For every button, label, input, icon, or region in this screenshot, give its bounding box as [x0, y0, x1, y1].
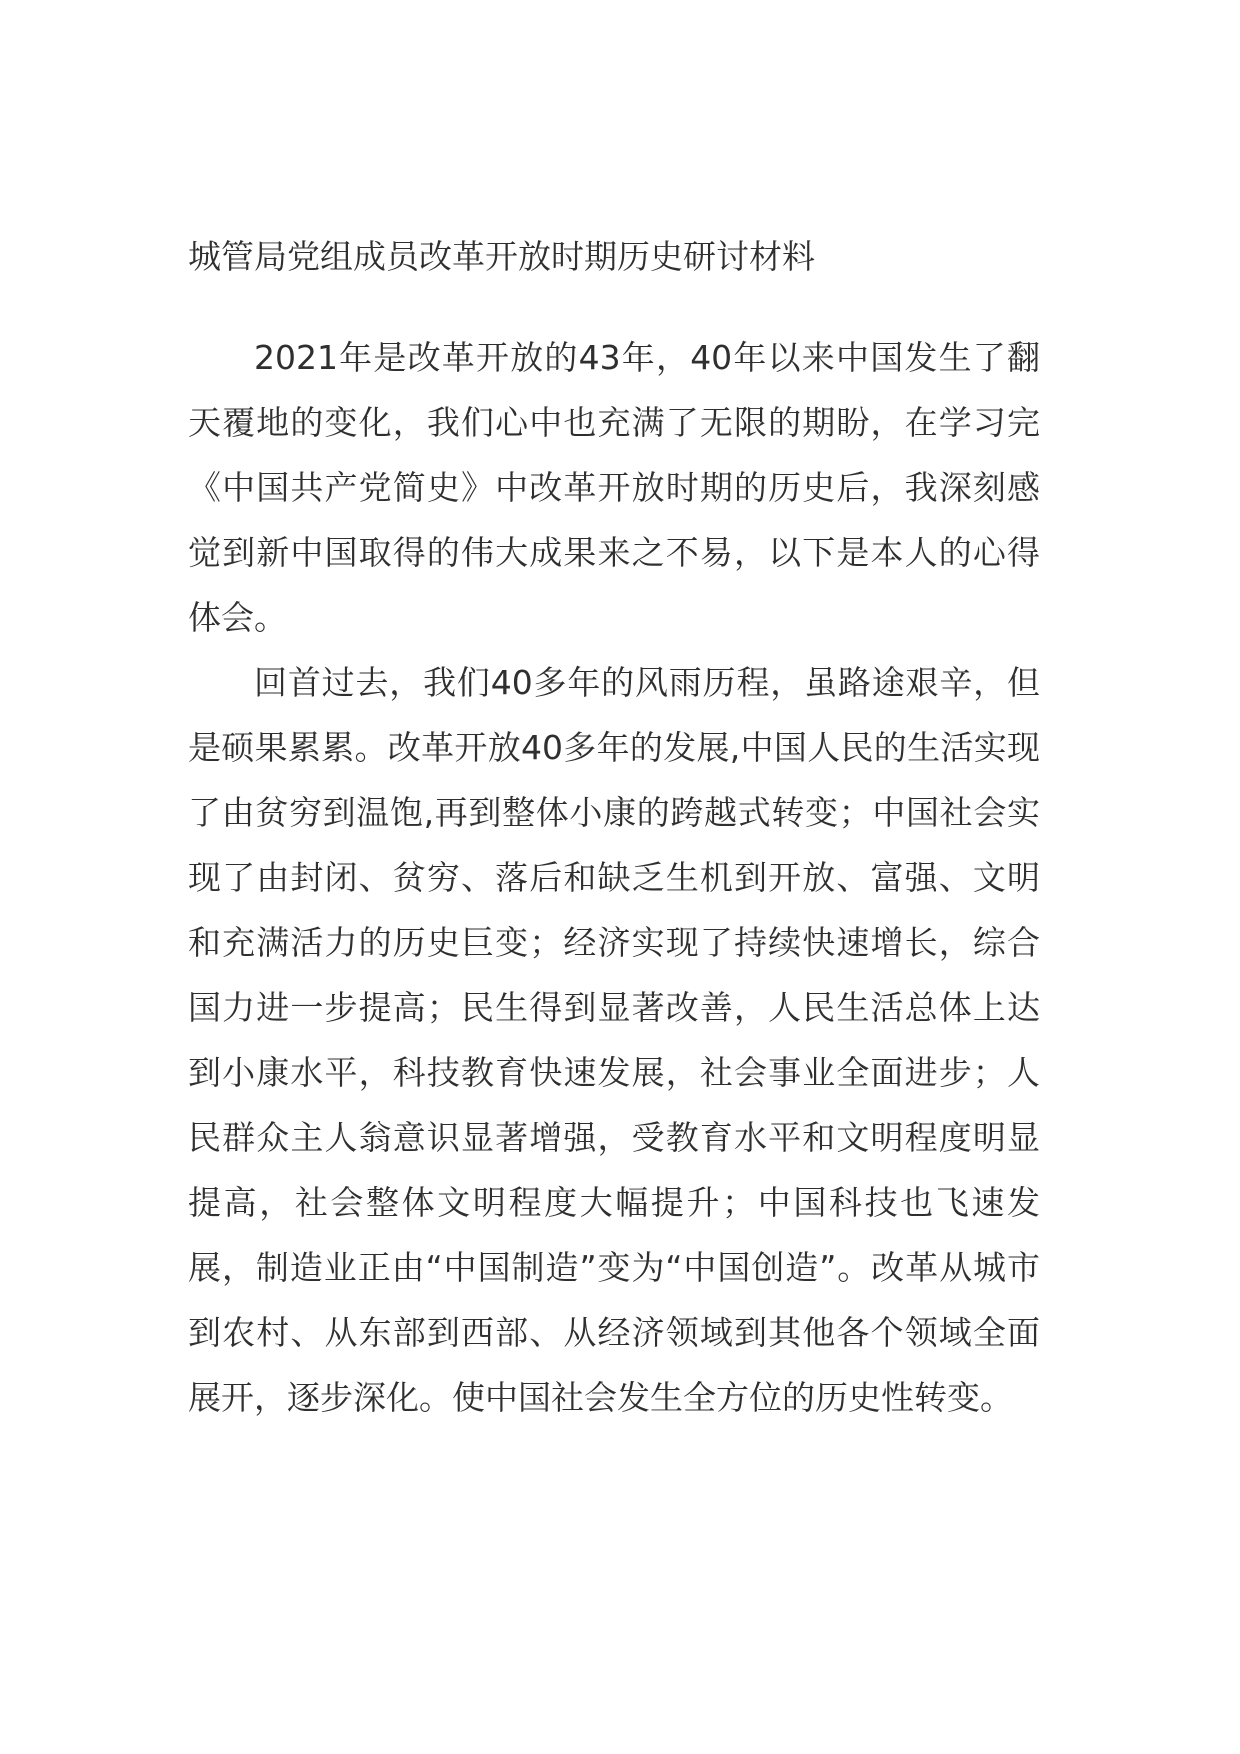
paragraph-review: 回首过去，我们40多年的风雨历程，虽路途艰辛，但是硕果累累。改革开放40多年的发展,中国人民的生活实现了由贫穷到温饱,再到整体小康的跨越式转变；中国社会实现了由封闭、贫穷、落后和缺乏生机到开放、富强、文明和充满活力的历史巨变；经济实现了持续快速增长，综合国力进一步提高；民生得到显著改善，人民生活总体上达到小康水平，科技教育快速发展，社会事业全面进步；人民群众主人翁意识显著增强，受教育水平和文明程度明显提高，社会整体文明程度大幅提升；中国科技也飞速发展，制造业正由“中国制造”变为“中国创造”。改革从城市到农村、从东部到西部、从经济领域到其他各个领域全面展开，逐步深化。使中国社会发生全方位的历史性转变。 [188, 663, 1040, 1417]
document-body [188, 325, 1040, 1430]
paragraph-intro: 2021年是改革开放的43年，40年以来中国发生了翻天覆地的变化，我们心中也充满了无限的期盼，在学习完《中国共产党简史》中改革开放时期的历史后，我深刻感觉到新中国取得的伟大成果来之不易，以下是本人的心得体会。 [188, 338, 1040, 637]
document-title: 城管局党组成员改革开放时期历史研讨材料 [188, 237, 815, 276]
